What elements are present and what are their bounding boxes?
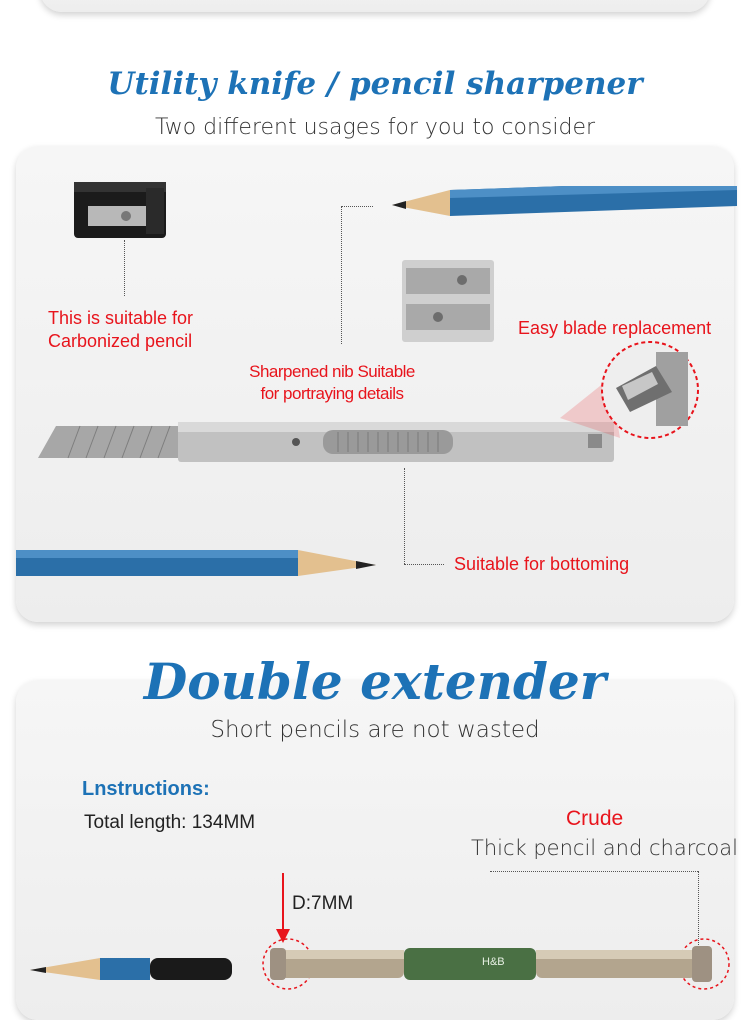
short-pencil-image bbox=[30, 954, 232, 982]
pencil-top-image bbox=[392, 186, 737, 220]
crude-description: Thick pencil and charcoal bbox=[471, 836, 738, 860]
instructions-heading: Lnstructions: bbox=[82, 778, 210, 800]
metal-sharpener-image bbox=[402, 260, 494, 342]
connector-line bbox=[124, 240, 125, 296]
section-title-knife: Utility knife / pencil sharpener bbox=[107, 66, 643, 102]
bottoming-label: Suitable for bottoming bbox=[454, 554, 630, 574]
crude-label: Crude bbox=[566, 807, 624, 830]
blade-magnifier-image bbox=[560, 340, 700, 450]
diameter-label: D:7MM bbox=[292, 893, 354, 914]
carbonized-label-line1: This is suitable for bbox=[48, 308, 194, 328]
utility-knife-image bbox=[38, 420, 614, 464]
total-length-label: Total length: 134MM bbox=[84, 812, 256, 833]
black-sharpener-image bbox=[74, 182, 166, 238]
brand-label: H&B bbox=[482, 956, 505, 968]
previous-card bbox=[40, 0, 710, 12]
carbonized-label-line2: Carbonized pencil bbox=[48, 331, 193, 351]
connector-line bbox=[404, 468, 405, 564]
blade-replacement-label: Easy blade replacement bbox=[518, 318, 712, 338]
connector-line bbox=[490, 871, 698, 872]
nib-label-line2: for portraying details bbox=[260, 384, 404, 403]
section-subtitle-extender: Short pencils are not wasted bbox=[210, 717, 540, 743]
pencil-bottom-image bbox=[16, 544, 376, 582]
section-subtitle-knife: Two different usages for you to consider bbox=[154, 115, 596, 140]
nib-label bbox=[214, 361, 450, 405]
down-arrow-icon bbox=[276, 873, 290, 943]
connector-line bbox=[341, 206, 342, 344]
nib-label-line1: Sharpened nib Suitable bbox=[249, 362, 415, 381]
carbonized-label bbox=[48, 307, 193, 353]
section-title-extender: Double extender bbox=[143, 652, 607, 711]
connector-line bbox=[404, 564, 444, 565]
connector-line bbox=[341, 206, 373, 207]
